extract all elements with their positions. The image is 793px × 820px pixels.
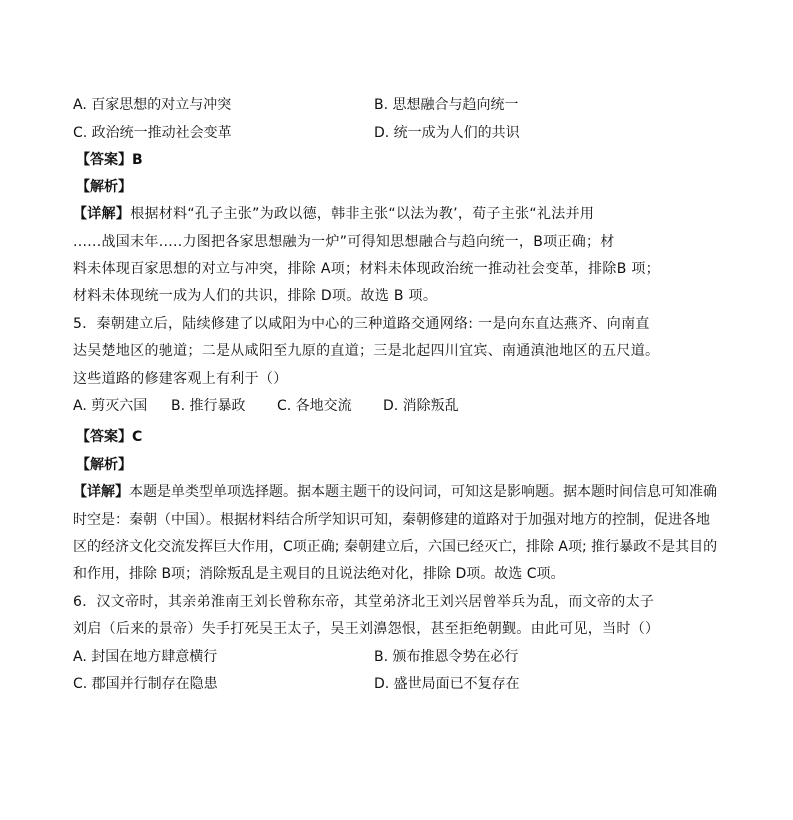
q5-option-b: B. 推行暴政 — [171, 398, 246, 414]
q4-option-d: D. 统一成为人们的共识 — [374, 125, 520, 141]
q6-option-d: D. 盛世局面已不复存在 — [374, 676, 520, 692]
answer-value: C — [132, 429, 143, 445]
answer-label: 【答案】 — [76, 152, 132, 168]
q4-option-b: B. 思想融合与趋向统一 — [374, 97, 519, 113]
q5-stem-line-2: 达吴楚地区的驰道；二是从咸阳至九原的直道；三是北起四川宜宾、南通滇池地区的五尺道。 — [73, 343, 660, 359]
q6-option-b: B. 颁布推恩令势在必行 — [374, 649, 519, 665]
q4-option-c: C. 政治统一推动社会变革 — [73, 125, 232, 141]
q6-stem-line-1: 6．汉文帝时，其亲弟淮南王刘长曾称东帝，其堂弟济北王刘兴居曾举兵为乱，而文帝的太子 — [73, 594, 655, 610]
q5-options-row — [73, 395, 459, 419]
q5-stem-line-3: 这些道路的修建客观上有利于（） — [73, 371, 288, 387]
q5-detail-line-1 — [73, 481, 717, 505]
detail-label: 【详解】 — [73, 206, 131, 222]
analysis-label: 【解析】 — [76, 179, 132, 195]
answer-label: 【答案】 — [76, 429, 132, 445]
q6-options-row-2 — [73, 673, 218, 697]
q5-option-d: D. 消除叛乱 — [383, 398, 459, 414]
q5-analysis-heading — [76, 454, 132, 478]
detail-label: 【详解】 — [73, 484, 129, 500]
detail-text: 本题是单类型单项选择题。据本题主题干的设问词，可知这是影响题。据本题时间信息可知准确 — [129, 484, 717, 500]
q5-answer — [76, 426, 142, 450]
q4-answer — [76, 149, 143, 173]
q4-detail-line-4: 材料未体现统一成为人们的共识，排除 D项。故选 B 项。 — [73, 288, 438, 304]
q4-detail-line-1 — [73, 203, 594, 227]
q5-option-a: A. 剪灭六国 — [73, 398, 148, 414]
q5-stem-line-1: 5．秦朝建立后，陆续修建了以咸阳为中心的三种道路交通网络: 一是向东直达燕齐、向南直 — [73, 316, 650, 332]
q5-detail-line-3: 区的经济文化交流发挥巨大作用，C项正确; 秦朝建立后，六国已经灭亡，排除 A项; 推行暴政不是其目的 — [73, 539, 718, 555]
q6-stem-line-2: 刘启（后来的景帝）失手打死吴王太子，吴王刘濞怨恨，甚至拒绝朝觐。由此可见，当时（） — [73, 621, 660, 637]
q4-analysis-heading — [76, 176, 132, 200]
analysis-label: 【解析】 — [76, 457, 132, 473]
q4-detail-line-3: 料未体现百家思想的对立与冲突，排除 A项；材料未体现政治统一推动社会变革，排除B 项； — [73, 261, 660, 277]
q4-options-row-1 — [73, 94, 231, 118]
q6-option-c: C. 郡国并行制存在隐患 — [73, 676, 218, 692]
answer-value: B — [132, 152, 143, 168]
q5-detail-line-2: 时空是：秦朝（中国）。根据材料结合所学知识可知，秦朝修建的道路对于加强对地方的控制，促进各地 — [73, 512, 710, 528]
q5-option-c: C. 各地交流 — [277, 398, 352, 414]
q4-option-a: A. 百家思想的对立与冲突 — [73, 97, 232, 113]
q5-detail-line-4: 和作用，排除 B项；消除叛乱是主观目的且说法绝对化，排除 D项。故选 C项。 — [73, 566, 565, 582]
q6-option-a: A. 封国在地方肆意横行 — [73, 649, 218, 665]
q6-options-row-1 — [73, 646, 217, 670]
detail-text: 根据材料“孔子主张”为政以德，韩非主张“以法为教’，荀子主张“礼法并用 — [130, 206, 595, 222]
q4-options-row-2 — [73, 122, 232, 146]
q4-detail-line-2: ......战国末年.....力图把各家思想融为一炉”可得知思想融合与趋向统一，B项正确；材 — [73, 234, 615, 250]
